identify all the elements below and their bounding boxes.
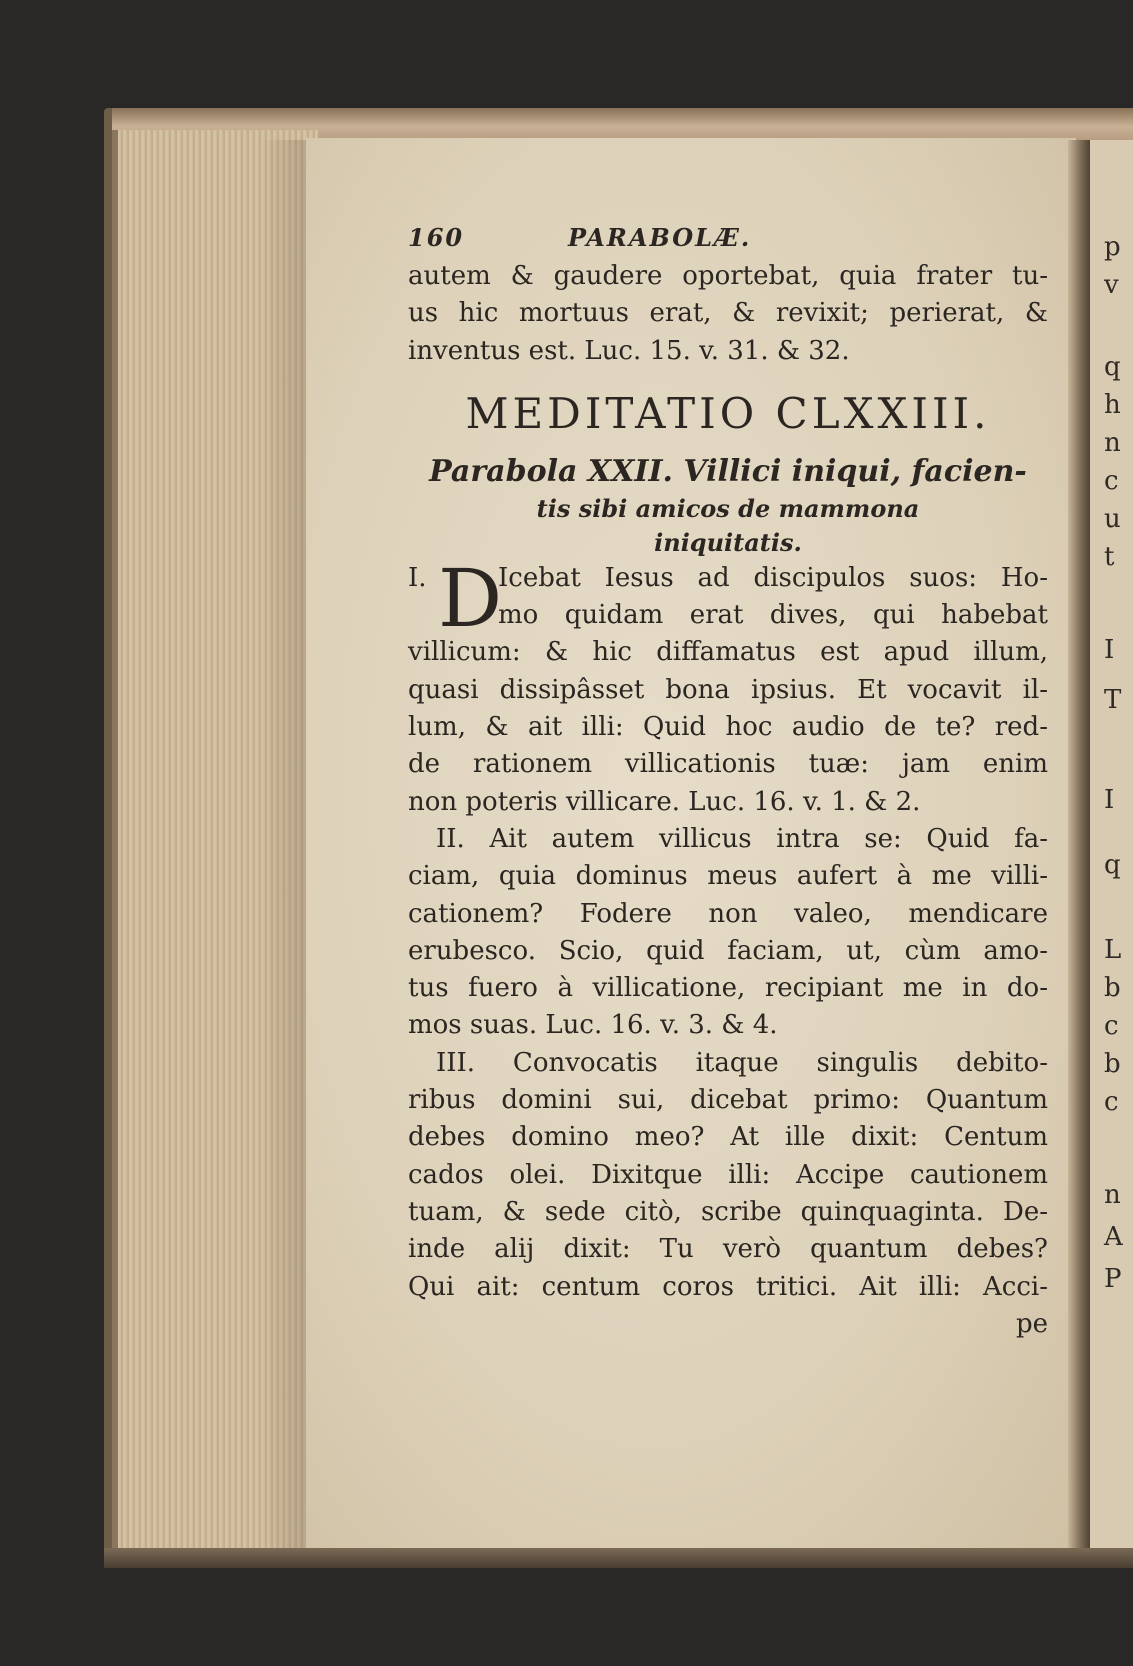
next-page-char: h [1104, 390, 1121, 420]
text-line: autem & gaudere oportebat, quia frater tu- [408, 261, 1048, 291]
book-gutter [1068, 140, 1090, 1560]
parable-title: iniquitatis. [654, 527, 802, 557]
text-line: cationem? Fodere non valeo, mendicare [408, 898, 1048, 929]
paragraph-3 [408, 1045, 1048, 1306]
paragraph-2 [408, 821, 1048, 1045]
next-page-char: t [1104, 542, 1115, 572]
running-title: PARABOLÆ. [568, 223, 752, 252]
next-page-char: q [1104, 352, 1121, 382]
text-line: de rationem villicationis tuæ: jam enim [408, 749, 1048, 780]
text-line: inde alij dixit: Tu verò quantum debes? [408, 1234, 1048, 1265]
text-line: cados olei. Dixitque illi: Accipe cautionem [408, 1159, 1048, 1190]
right-page-fragment [1090, 140, 1133, 1560]
next-page-char: v [1104, 270, 1119, 300]
text-line: quasi dissipâsset bona ipsius. Et vocavit il- [408, 674, 1048, 705]
text-line: inventus est. Luc. 15. v. 31. & 32. [408, 335, 850, 366]
text-line: ribus domini sui, dicebat primo: Quantum [408, 1085, 1048, 1116]
text-line: Icebat Iesus ad discipulos suos: Ho- [498, 562, 1048, 593]
text-line: tus fuero à villicatione, recipiant me in do- [408, 973, 1048, 1004]
next-page-char: p [1104, 232, 1121, 262]
text-line: erubesco. Scio, quid faciam, ut, cùm amo- [408, 935, 1048, 966]
paragraph-number: I. [408, 562, 427, 593]
text-line: mos suas. Luc. 16. v. 3. & 4. [408, 1010, 778, 1041]
next-page-char: I [1104, 785, 1115, 815]
next-page-char: L [1104, 935, 1122, 965]
page-text [408, 218, 1048, 1343]
next-page-char: c [1104, 1087, 1119, 1117]
text-line: II. Ait autem villicus intra se: Quid fa- [436, 823, 1048, 854]
next-page-char: c [1104, 466, 1119, 496]
next-page-char: b [1104, 973, 1121, 1003]
text-line: villicum: & hic diffamatus est apud illum, [408, 637, 1048, 668]
next-page-char: I [1104, 635, 1115, 665]
catchword: pe [1015, 1308, 1048, 1339]
next-page-char: u [1104, 504, 1121, 534]
next-page-char: n [1104, 1180, 1121, 1210]
parable-title: Parabola XXII. Villici iniqui, facien- [429, 453, 1027, 489]
parable-title: tis sibi amicos de mammona [536, 493, 920, 523]
next-page-char: q [1104, 850, 1121, 880]
meditation-heading: MEDITATIO CLXXIII. [465, 388, 991, 438]
next-page-char: T [1104, 685, 1122, 715]
page-number: 160 [408, 223, 465, 252]
next-page-char: P [1104, 1264, 1122, 1294]
next-page-char: n [1104, 428, 1121, 458]
text-line: tuam, & sede citò, scribe quinquaginta. De- [408, 1196, 1048, 1227]
text-line: III. Convocatis itaque singulis debito- [436, 1047, 1048, 1078]
paragraph-1 [408, 551, 1048, 821]
text-line: mo quidam erat dives, qui habebat [498, 600, 1048, 631]
text-line: debes domino meo? At ille dixit: Centum [408, 1122, 1048, 1153]
book-bottom-edge [104, 1548, 1133, 1568]
next-page-char: b [1104, 1049, 1121, 1079]
text-line: Qui ait: centum coros tritici. Ait illi: Acci- [408, 1271, 1048, 1302]
next-page-char: A [1104, 1222, 1123, 1252]
text-line: us hic mortuus erat, & revixit; perierat, & [408, 298, 1048, 329]
drop-cap: D [438, 551, 503, 645]
text-line: lum, & ait illi: Quid hoc audio de te? red- [408, 712, 1048, 743]
text-line: non poteris villicare. Luc. 16. v. 1. & 2. [408, 786, 921, 817]
text-line: ciam, quia dominus meus aufert à me villi- [408, 861, 1048, 892]
next-page-char: c [1104, 1011, 1119, 1041]
running-head [408, 218, 1048, 258]
